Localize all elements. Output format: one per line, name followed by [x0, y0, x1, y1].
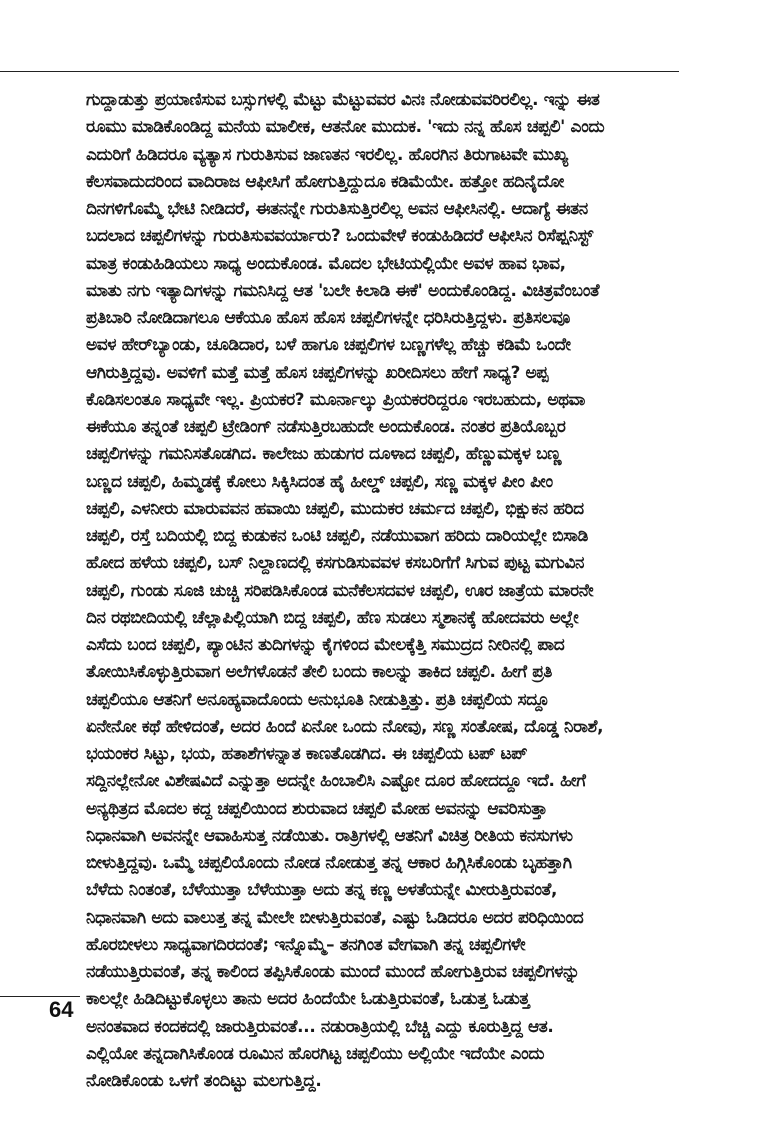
text-line: ಚಪ್ಪಲಿ, ಎಳನೀರು ಮಾರುವವನ ಹವಾಯಿ ಚಪ್ಪಲಿ, ಮುದುಕರ ಚರ್ಮದ ಚಪ್ಪಲಿ, ಭಿಕ್ಷುಕನ ಹರಿದ [86, 497, 584, 518]
text-line: ಅವಳ ಹೇರ್‌ಬ್ಯಾಂಡು, ಚೂಡಿದಾರ, ಬಳೆ ಹಾಗೂ ಚಪ್ಪಲಿಗಳ ಬಣ್ಣಗಳೆಲ್ಲ ಹೆಚ್ಚು ಕಡಿಮೆ ಒಂದೇ [86, 334, 571, 355]
text-line: ಎಲ್ಲಿಯೋ ತನ್ನದಾಗಿಸಿಕೊಂಡ ರೂಮಿನ ಹೊರಗಿಟ್ಟ ಚಪ್ಪಲಿಯು ಅಲ್ಲಿಯೇ ಇದೆಯೇ ಎಂದು [86, 1042, 545, 1063]
text-line: ನಿಧಾನವಾಗಿ ಅವನನ್ನೇ ಆವಾಹಿಸುತ್ತ ನಡೆಯಿತು. ರಾತ್ರಿಗಳಲ್ಲಿ ಆತನಿಗೆ ವಿಚಿತ್ರ ರೀತಿಯ ಕನಸುಗಳು [86, 824, 573, 845]
text-line: ಆಗಿರುತ್ತಿದ್ದವು. ಅವಳಿಗೆ ಮತ್ತೆ ಮತ್ತೆ ಹೊಸ ಚಪ್ಪಲಿಗಳನ್ನು ಖರೀದಿಸಲು ಹೇಗೆ ಸಾಧ್ಯ? ಅಪ್ಪ [86, 361, 549, 382]
text-line: ಚಪ್ಪಲಿ, ರಸ್ತೆ ಬದಿಯಲ್ಲಿ ಬಿದ್ದ ಕುಡುಕನ ಒಂಟಿ ಚಪ್ಪಲಿ, ನಡೆಯುವಾಗ ಹರಿದು ದಾರಿಯಲ್ಲೇ ಬಿಸಾಡಿ [86, 525, 588, 545]
text-line: ಚಪ್ಪಲಿ, ಗುಂಡು ಸೂಜಿ ಚುಚ್ಚಿ ಸರಿಪಡಿಸಿಕೊಂಡ ಮನೆಕೆಲಸದವಳ ಚಪ್ಪಲಿ, ಊರ ಜಾತ್ರೆಯ ಮಾರನೇ [86, 579, 594, 600]
text-line: ಅನಂತವಾದ ಕಂದಕದಲ್ಲಿ ಜಾರುತ್ತಿರುವಂತೆ... ನಡುರಾತ್ರಿಯಲ್ಲಿ ಬೆಚ್ಚಿ ಎದ್ದು ಕೂರುತ್ತಿದ್ದ ಆತ. [86, 1015, 554, 1036]
text-line: ಗುದ್ದಾಡುತ್ತು ಪ್ರಯಾಣಿಸುವ ಬಸ್ಸುಗಳಲ್ಲಿ ಮೆಟ್ಟು ಮೆಟ್ಟುವವರ ವಿನಃ ನೋಡುವವರಿರಲಿಲ್ಲ. ಇನ್ನು ಈತ [86, 89, 600, 109]
text-line: ಮಾತ್ರ ಕಂಡುಹಿಡಿಯಲು ಸಾಧ್ಯ ಅಂದುಕೊಂಡ. ಮೊದಲ ಭೇಟಿಯಲ್ಲಿಯೇ ಅವಳ ಹಾವ ಭಾವ, [86, 252, 566, 273]
text-line: ಅನ್ಯಥಿತ್ರದ ಮೊದಲ ಕದ್ದ ಚಪ್ಪಲಿಯಿಂದ ಶುರುವಾದ ಚಪ್ಪಲಿ ಮೋಹ ಅವನನ್ನು ಆವರಿಸುತ್ತಾ [86, 797, 548, 818]
text-line: ಬೀಳುತ್ತಿದ್ದವು. ಒಮ್ಮೆ ಚಪ್ಪಲಿಯೊಂದು ನೋಡ ನೋಡುತ್ತ ತನ್ನ ಆಕಾರ ಹಿಗ್ಗಿಸಿಕೊಂಡು ಬೃಹತ್ತಾಗಿ [86, 852, 572, 872]
text-line: ಬೆಳೆದು ನಿಂತಂತೆ, ಬೆಳೆಯುತ್ತಾ ಬೆಳೆಯುತ್ತಾ ಅದು ತನ್ನ ಕಣ್ಣ ಅಳತೆಯನ್ನೇ ಮೀರುತ್ತಿರುವಂತೆ, [86, 879, 558, 900]
text-line: ಕೊಡಿಸಲಂತೂ ಸಾಧ್ಯವೇ ಇಲ್ಲ. ಪ್ರಿಯಕರ? ಮೂರ್ನಾಲ್ಕು ಪ್ರಿಯಕರರಿದ್ದರೂ ಇರಬಹುದು, ಅಥವಾ [86, 388, 586, 409]
text-line: ಎದುರಿಗೆ ಹಿಡಿದರೂ ವ್ಯತ್ಯಾಸ ಗುರುತಿಸುವ ಜಾಣತನ ಇರಲಿಲ್ಲ. ಹೊರಗಿನ ತಿರುಗಾಟವೇ ಮುಖ್ಯ [86, 143, 568, 164]
text-line [86, 1094, 682, 1121]
text-line: ಕಾಲಲ್ಲೇ ಹಿಡಿದಿಟ್ಟುಕೊಳ್ಳಲು ತಾನು ಅದರ ಹಿಂದೆಯೇ ಓಡುತ್ತಿರುವಂತೆ, ಓಡುತ್ತ ಓಡುತ್ತ [86, 988, 530, 1009]
text-line: ಭಯಂಕರ ಸಿಟ್ಟು, ಭಯ, ಹತಾಶೆಗಳನ್ನಾತ ಕಾಣತೊಡಗಿದ. ಈ ಚಪ್ಪಲಿಯ ಟಪ್ ಟಪ್ [86, 743, 528, 763]
text-line: ನಡೆಯುತ್ತಿರುವಂತೆ, ತನ್ನ ಕಾಲಿಂದ ತಪ್ಪಿಸಿಕೊಂಡು ಮುಂದೆ ಮುಂದೆ ಹೋಗುತ್ತಿರುವ ಚಪ್ಪಲಿಗಳನ್ನು [86, 961, 580, 981]
text-line: ಸದ್ದಿನಲ್ಲೇನೋ ವಿಶೇಷವಿದೆ ಎನ್ನುತ್ತಾ ಅದನ್ನೇ ಹಿಂಬಾಲಿಸಿ ಎಷ್ಟೋ ದೂರ ಹೋದದ್ದೂ ಇದೆ. ಹೀಗೆ [86, 770, 586, 791]
body-text [86, 86, 682, 1122]
text-line: ಬದಲಾದ ಚಪ್ಪಲಿಗಳನ್ನು ಗುರುತಿಸುವವರ್ಯಾರು? ಒಂದುವೇಳೆ ಕಂಡುಹಿಡಿದರೆ ಆಫೀಸಿನ ರಿಸೆಪ್ಷನಿಸ್ಟ್ [86, 225, 593, 246]
text-line: ದಿನ ರಥಬೀದಿಯಲ್ಲಿ ಚೆಲ್ಲಾಪಿಲ್ಲಿಯಾಗಿ ಬಿದ್ದ ಚಪ್ಪಲಿ, ಹೆಣ ಸುಡಲು ಸ್ಮಶಾನಕ್ಕೆ ಹೋದವರು ಅಲ್ಲೇ [86, 606, 579, 627]
page-number: 64 [49, 997, 74, 1022]
text-line: ತೋಯಿಸಿಕೊಳ್ಳುತ್ತಿರುವಾಗ ಅಲೆಗಳೊಡನೆ ತೇಲಿ ಬಂದು ಕಾಲನ್ನು ತಾಕಿದ ಚಪ್ಪಲಿ. ಹೀಗೆ ಪ್ರತಿ [86, 661, 553, 682]
text-line: ರೂಮು ಮಾಡಿಕೊಂಡಿದ್ದ ಮನೆಯ ಮಾಲೀಕ, ಆತನೋ ಮುದುಕ. 'ಇದು ನನ್ನ ಹೊಸ ಚಪ್ಪಲಿ' ಎಂದು [86, 116, 605, 137]
text-line: ನೋಡಿಕೊಂಡು ಒಳಗೆ ತಂದಿಟ್ಟು ಮಲಗುತ್ತಿದ್ದ. [86, 1070, 322, 1090]
header-rule [0, 71, 679, 72]
text-line: ಪ್ರತಿಬಾರಿ ನೋಡಿದಾಗಲೂ ಆಕೆಯೂ ಹೊಸ ಹೊಸ ಚಪ್ಪಲಿಗಳನ್ನೇ ಧರಿಸಿರುತ್ತಿದ್ದಳು. ಪ್ರತಿಸಲವೂ [86, 307, 570, 327]
text-line: ಬಣ್ಣದ ಚಪ್ಪಲಿ, ಹಿಮ್ಮಡಕ್ಕೆ ಕೋಲು ಸಿಕ್ಕಿಸಿದಂತ ಹೈ ಹೀಲ್ಡ್ ಚಪ್ಪಲಿ, ಸಣ್ಣ ಮಕ್ಕಳ ಪೀಂ ಪೀಂ [86, 470, 553, 491]
text-line: ದಿನಗಳಿಗೊಮ್ಮೆ ಭೇಟಿ ನೀಡಿದರೆ, ಈತನನ್ನೇ ಗುರುತಿಸುತ್ತಿರಲಿಲ್ಲ ಅವನ ಆಫೀಸಿನಲ್ಲಿ. ಆದಾಗ್ಯೆ ಈತನ [86, 198, 588, 218]
text-line: ನಿಧಾನವಾಗಿ ಅದು ವಾಲುತ್ತ ತನ್ನ ಮೇಲೇ ಬೀಳುತ್ತಿರುವಂತೆ, ಎಷ್ಟು ಓಡಿದರೂ ಅದರ ಪರಿಧಿಯಿಂದ [86, 906, 584, 927]
text-line: ಹೋದ ಹಳೆಯ ಚಪ್ಪಲಿ, ಬಸ್ ನಿಲ್ದಾಣದಲ್ಲಿ ಕಸಗುಡಿಸುವವಳ ಕಸಬರಿಗೆಗೆ ಸಿಗುವ ಪುಟ್ಟ ಮಗುವಿನ [86, 552, 585, 573]
text-line: ಏನೇನೋ ಕಥೆ ಹೇಳಿದಂತೆ, ಅದರ ಹಿಂದೆ ಏನೋ ಒಂದು ನೋವು, ಸಣ್ಣ ಸಂತೋಷ, ದೊಡ್ಡ ನಿರಾಶೆ, [86, 715, 604, 736]
text-line: ಹೊರಬೀಳಲು ಸಾಧ್ಯವಾಗದಿರದಂತೆ; ಇನ್ನೊಮ್ಮೆ– ತನಗಿಂತ ವೇಗವಾಗಿ ತನ್ನ ಚಪ್ಪಲಿಗಳೇ [86, 933, 526, 954]
text-line: ಚಪ್ಪಲಿಗಳನ್ನು ಗಮನಿಸತೊಡಗಿದ. ಕಾಲೇಜು ಹುಡುಗರ ದೂಳಾದ ಚಪ್ಪಲಿ, ಹೆಣ್ಣುಮಕ್ಕಳ ಬಣ್ಣ [86, 443, 562, 464]
text-line: ಚಪ್ಪಲಿಯೂ ಆತನಿಗೆ ಅನೂಹ್ಯವಾದೊಂದು ಅನುಭೂತಿ ನೀಡುತ್ತಿತ್ತು. ಪ್ರತಿ ಚಪ್ಪಲಿಯ ಸದ್ದೂ [86, 688, 549, 709]
text-line: ಈಕೆಯೂ ತನ್ನಂತೆ ಚಪ್ಪಲಿ ಟ್ರೇಡಿಂಗ್ ನಡೆಸುತ್ತಿರಬಹುದೇ ಅಂದುಕೊಂಡ. ನಂತರ ಪ್ರತಿಯೊಬ್ಬರ [86, 416, 566, 436]
text-line: ಎಸೆದು ಬಂದ ಚಪ್ಪಲಿ, ಪ್ಯಾಂಟಿನ ತುದಿಗಳನ್ನು ಕೈಗಳಿಂದ ಮೇಲಕ್ಕೆತ್ತಿ ಸಮುದ್ರದ ನೀರಿನಲ್ಲಿ ಪಾದ [86, 634, 565, 654]
text-line: ಮಾತು ನಗು ಇತ್ಯಾದಿಗಳನ್ನು ಗಮನಿಸಿದ್ದ ಆತ 'ಬಲೇ ಕಿಲಾಡಿ ಈಕೆ' ಅಂದುಕೊಂಡಿದ್ದ. ವಿಚಿತ್ರವೆಂಬಂತೆ [86, 279, 600, 300]
text-line: ಕೆಲಸವಾದುದರಿಂದ ವಾದಿರಾಜ ಆಫೀಸಿಗೆ ಹೋಗುತ್ತಿದ್ದುದೂ ಕಡಿಮೆಯೇ. ಹತ್ತೋ ಹದಿನೈದೋ [86, 170, 564, 191]
